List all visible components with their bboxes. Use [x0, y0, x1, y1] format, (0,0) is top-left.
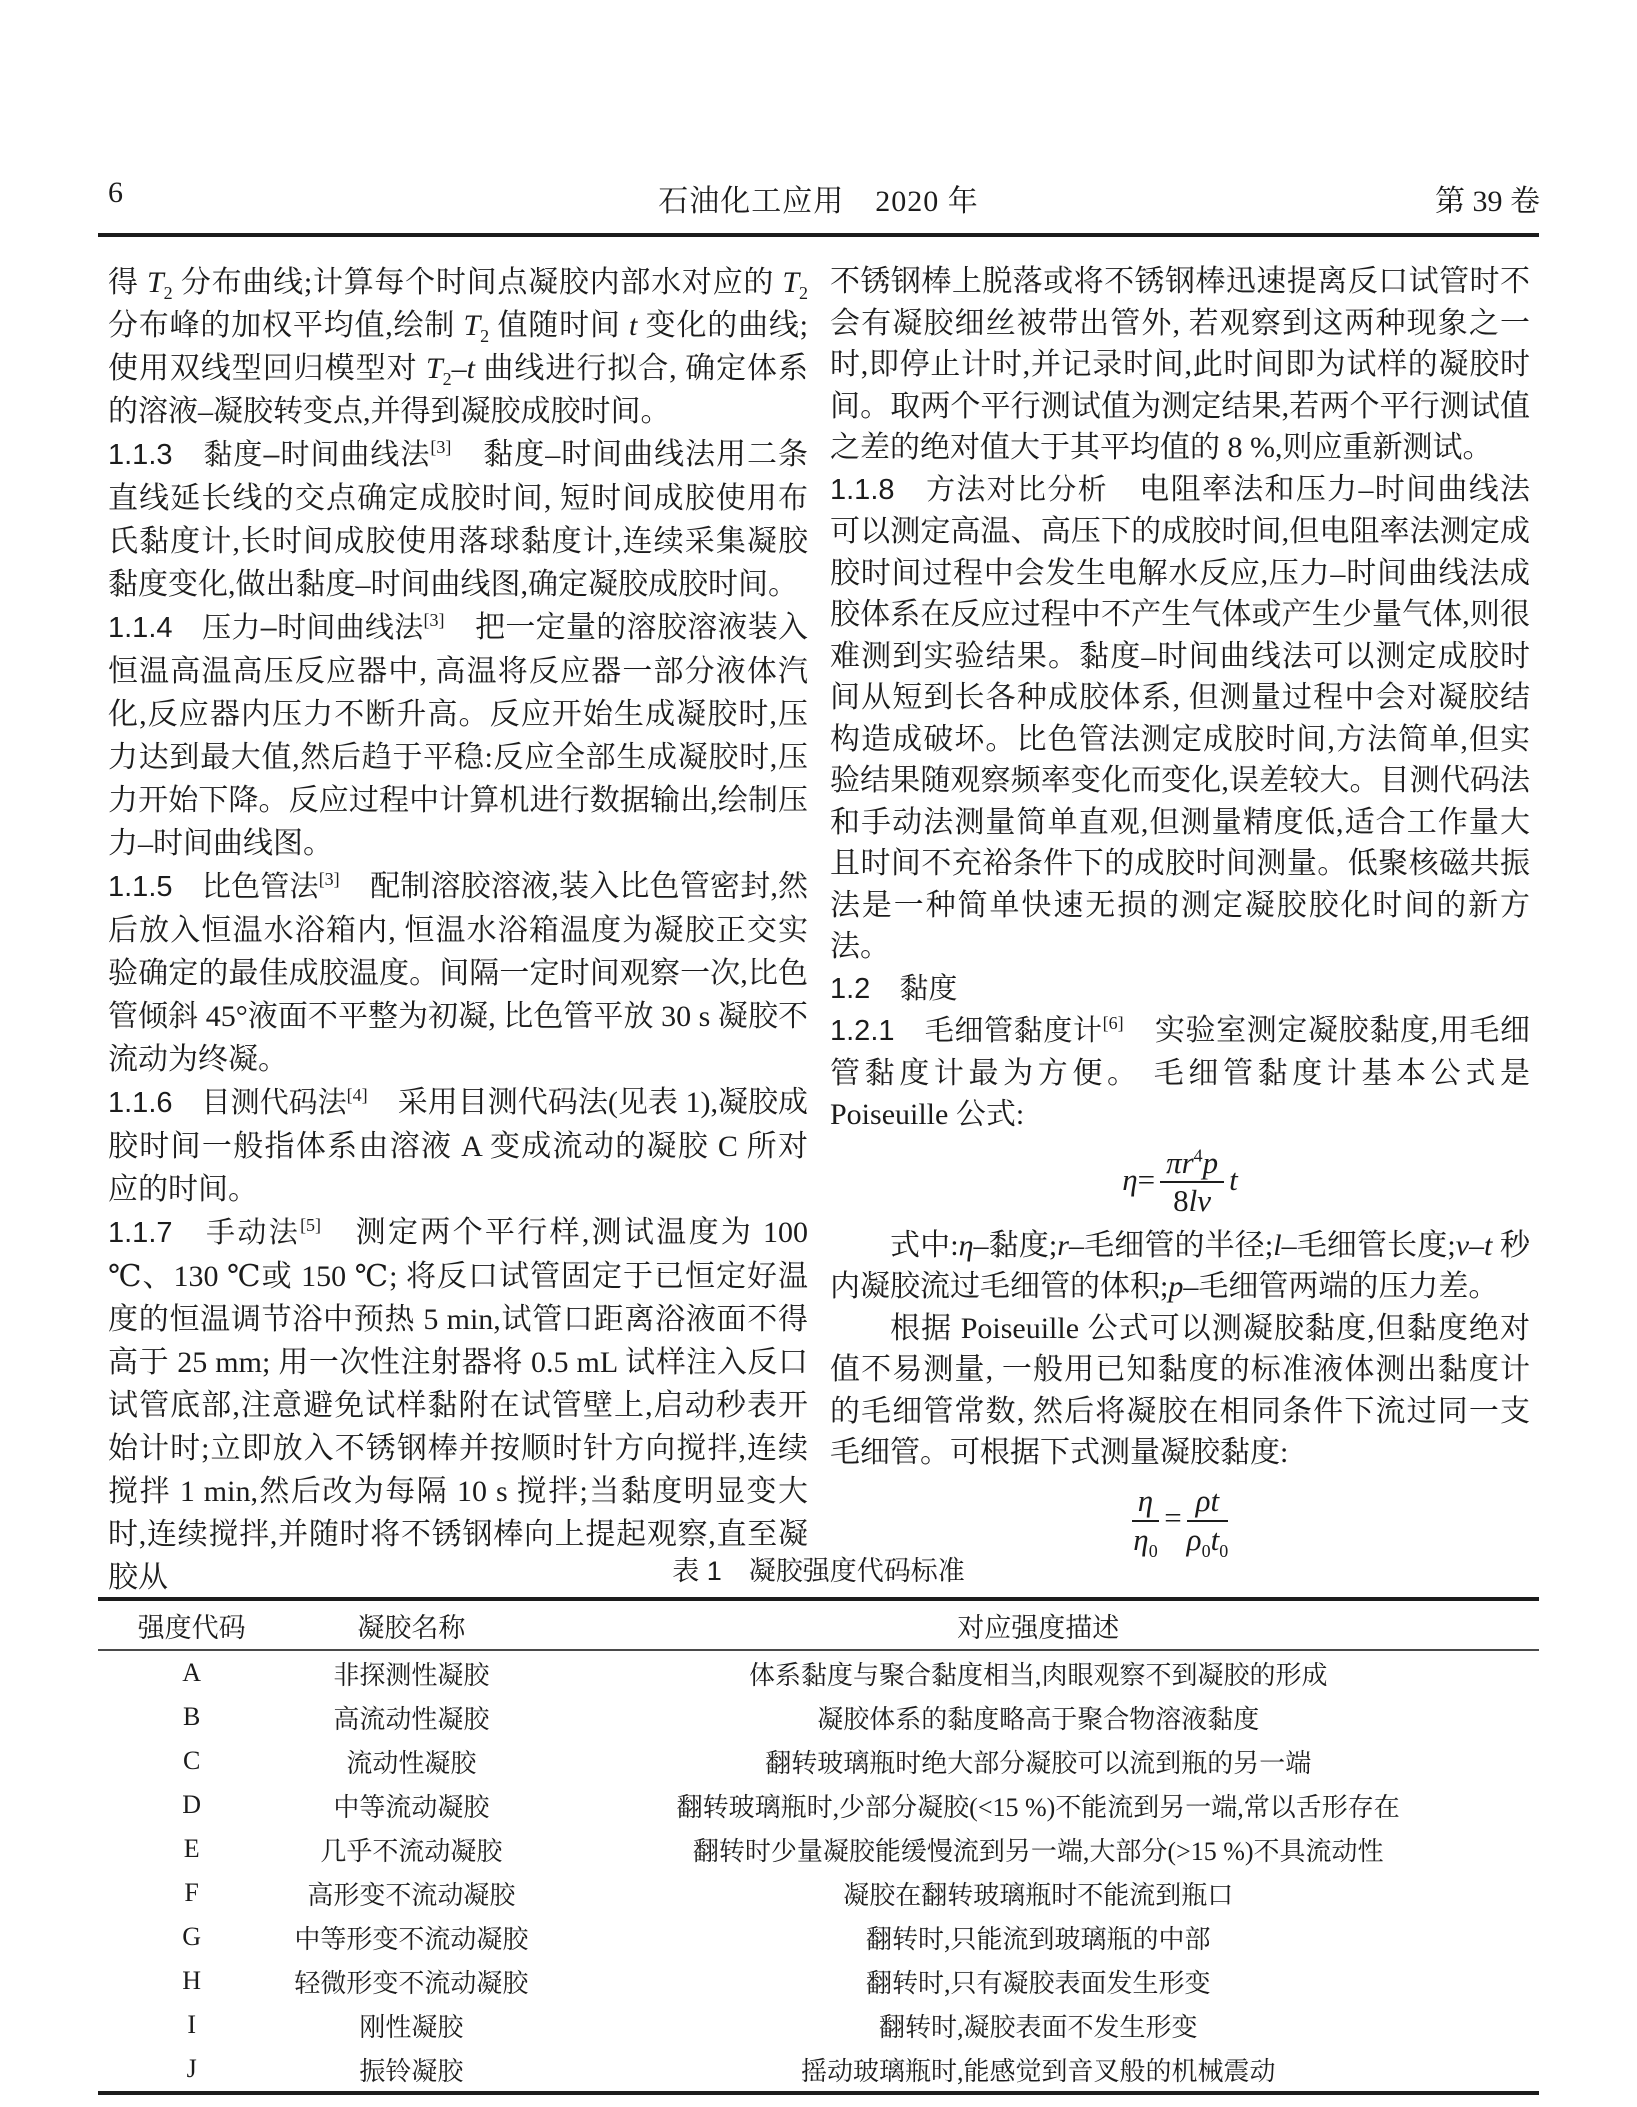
body-text: –	[451, 352, 467, 385]
table-row	[98, 1739, 1539, 1783]
strength-code-cell: B	[182, 1702, 201, 1731]
strength-code-cell: J	[186, 2054, 197, 2083]
gel-strength-table	[98, 1597, 1539, 2095]
body-text: 测定两个平行样,测试温度为 100 ℃、130 ℃或 150 ℃; 将反口试管固定于已恒定好温度的恒温调节浴中预热 5 min,试管口距离浴液面不得高于 25 mm; 用一次性注射器将 0.5 mL 试样注入反口试管底部,注意避免试样黏附在试管壁上,启动秒表开始计时;立即放入不锈钢棒并按顺时针方向搅拌,连续搅拌 1 min,然后改为每隔 10 s 搅拌;当黏度明显变大时,连续搅拌,并随时将不锈钢棒向上提起观察,直至凝胶从	[108, 1216, 809, 1594]
formula	[830, 1146, 1530, 1219]
variable-text: ρ	[1186, 1521, 1202, 1557]
strength-description-cell: 翻转时,只有凝胶表面发生形变	[865, 1968, 1211, 1998]
heading-text: 1.1.3 黏度–时间曲线法	[108, 439, 431, 471]
gel-name-cell: 非探测性凝胶	[333, 1660, 490, 1690]
formula-part	[1229, 1161, 1238, 1196]
strength-code-cell: C	[182, 1746, 201, 1775]
superscript-text: [3]	[430, 437, 452, 457]
paragraph	[108, 433, 808, 606]
body-text: 值随时间	[489, 309, 629, 342]
strength-description-cell: 凝胶在翻转玻璃瓶时不能流到瓶口	[843, 1880, 1234, 1910]
heading-text: 1.1.4 压力–时间曲线法	[108, 612, 424, 644]
body-text: 配制溶胶溶液,装入比色管密封,然后放入恒温水浴箱内, 恒温水浴箱温度为凝胶正交实验确定的最佳成胶温度。间隔一定时间观察一次,比色管倾斜 45°液面不平整为初凝, 比色管平放 30 s 凝胶不流动为终凝。	[108, 870, 809, 1076]
variable-text: η	[1137, 1482, 1154, 1518]
body-text: 电阻率法和压力–时间曲线法可以测定高温、高压下的成胶时间,但电阻率法测定成胶时间过程中会发生电解水反应,压力–时间曲线法成胶体系在反应过程中不产生气体或产生少量气体,则很难测到实验结果。黏度–时间曲线法可以测定成胶时间从短到长各种成胶体系, 但测量过程中会对凝胶结构造成破坏。比色管法测定成胶时间,方法简单,但实验结果随观察频率变化而变化,误差较大。目测代码法和手动法测量简单直观,但测量精度低,适合工作量大且时间不充裕条件下的成胶时间测量。低聚核磁共振法是一种简单快速无损的测定凝胶胶化时间的新方法。	[830, 472, 1531, 963]
gel-name-cell: 高形变不流动凝胶	[307, 1880, 516, 1910]
strength-code-cell: E	[183, 1834, 200, 1863]
strength-code-cell: D	[182, 1790, 202, 1819]
strength-description-cell: 翻转时,凝胶表面不发生形变	[878, 2012, 1198, 2042]
text-column-left	[108, 261, 808, 1599]
body-text: 秒内凝胶流过毛细管的体积;	[830, 1228, 1531, 1304]
strength-code-cell: H	[182, 1966, 202, 1995]
variable-text: πr	[1166, 1144, 1194, 1180]
paragraph	[108, 606, 808, 865]
variable-text: t	[629, 309, 638, 342]
heading-text: 1.1.5 比色管法	[108, 871, 319, 903]
table-row	[98, 1871, 1539, 1915]
paragraph	[830, 261, 1530, 469]
variable-text: r	[1057, 1228, 1069, 1262]
formula-part	[1164, 1500, 1181, 1535]
journal-title: 石油化工应用 2020 年	[658, 185, 979, 218]
body-text: 不锈钢棒上脱落或将不锈钢棒迅速提离反口试管时不会有凝胶细丝被带出管外, 若观察到这两种现象之一时,即停止计时,并记录时间,此时间即为试样的凝胶时间。取两个平行测试值为测定结果,若两个平行测试值之差的绝对值大于其平均值的 8 %,则应重新测试。	[830, 265, 1530, 464]
body-text: 分布峰的加权平均值,绘制	[108, 309, 464, 342]
table-row	[98, 2047, 1539, 2091]
body-text: 8	[1173, 1183, 1189, 1219]
paragraph	[108, 261, 808, 433]
heading-text: 1.1.7 手动法	[108, 1217, 301, 1249]
strength-description-cell: 凝胶体系的黏度略高于聚合物溶液黏度	[817, 1704, 1260, 1734]
table-row	[98, 2003, 1539, 2047]
variable-text: η	[958, 1228, 974, 1262]
variable-text: p	[1202, 1144, 1219, 1180]
variable-text: t	[1229, 1161, 1238, 1197]
variable-text: p	[1168, 1270, 1184, 1304]
gel-name-cell: 几乎不流动凝胶	[320, 1836, 503, 1866]
superscript-text: [4]	[346, 1085, 368, 1105]
table-caption: 表 1 凝胶强度代码标准	[672, 1556, 965, 1586]
body-text: 曲线进行拟合, 确定体系的溶液–凝胶转变点,并得到凝胶成胶时间。	[108, 352, 808, 428]
gel-name-cell: 刚性凝胶	[359, 2012, 464, 2042]
paragraph	[830, 1225, 1530, 1308]
gel-name-cell: 中等流动凝胶	[333, 1792, 490, 1822]
gel-name-cell: 轻微形变不流动凝胶	[294, 1968, 529, 1998]
body-text: =	[1137, 1161, 1156, 1197]
body-text: 实验室测定凝胶黏度,用毛细管黏度计最为方便。 毛细管黏度计基本公式是 Poiseuille 公式:	[830, 1014, 1531, 1131]
body-text: 式中:	[890, 1228, 959, 1262]
variable-text: v	[1455, 1228, 1470, 1262]
gel-name-cell: 流动性凝胶	[346, 1748, 477, 1778]
strength-description-cell: 翻转玻璃瓶时,少部分凝胶(<15 %)不能流到另一端,常以舌形存在	[676, 1792, 1400, 1822]
table-row	[98, 1827, 1539, 1871]
body-text: 根据 Poiseuille 公式可以测凝胶黏度,但黏度绝对值不易测量, 一般用已知黏度的标准液体测出黏度计的毛细管常数, 然后将凝胶在相同条件下流过同一支毛细管。可根据下式测量凝胶黏度:	[830, 1311, 1530, 1470]
body-text: 得	[108, 266, 147, 299]
body-text: –毛细管的半径;	[1068, 1228, 1274, 1262]
variable-text: T	[782, 266, 799, 299]
strength-code-cell: G	[182, 1922, 202, 1951]
subscript-text: 0	[1219, 1540, 1229, 1561]
variable-text: T	[425, 352, 443, 385]
body-text: 采用目测代码法(见表 1),凝胶成胶时间一般指体系由溶液 A 变成流动的凝胶 C 所对应的时间。	[108, 1086, 809, 1206]
subscript-text: 2	[442, 369, 452, 389]
gel-name-cell: 高流动性凝胶	[333, 1704, 490, 1734]
strength-description-cell: 体系黏度与聚合黏度相当,肉眼观察不到凝胶的形成	[748, 1660, 1328, 1690]
page-number: 6	[108, 176, 123, 209]
strength-description-cell: 翻转玻璃瓶时绝大部分凝胶可以流到瓶的另一端	[765, 1748, 1312, 1778]
strength-code-cell: A	[182, 1658, 202, 1687]
body-text: –毛细管两端的压力差。	[1183, 1270, 1499, 1304]
variable-text: lv	[1188, 1183, 1212, 1219]
variable-text: η	[1122, 1161, 1138, 1197]
gel-strength-table-section	[98, 1549, 1539, 2095]
body-text: 分布曲线;计算每个时间点凝胶内部水对应的	[172, 266, 783, 299]
variable-text: l	[1273, 1228, 1282, 1262]
strength-description-cell: 翻转时少量凝胶能缓慢流到另一端,大部分(>15 %)不具流动性	[692, 1836, 1384, 1866]
body-text: –黏度;	[973, 1228, 1058, 1262]
subscript-text: 2	[799, 283, 808, 303]
body-text: –毛细管长度;	[1281, 1228, 1456, 1262]
text-column-right	[830, 261, 1530, 1563]
variable-text: t	[1210, 1521, 1220, 1557]
table-row	[98, 1915, 1539, 1959]
formula-part	[1122, 1161, 1155, 1196]
variable-text: T	[463, 309, 481, 342]
table-header-cell: 凝胶名称	[357, 1612, 466, 1643]
fraction	[1160, 1146, 1224, 1219]
heading-text: 1.2.1 毛细管黏度计	[830, 1015, 1103, 1047]
table-row	[98, 1651, 1539, 1695]
table-header-row	[98, 1601, 1539, 1651]
superscript-text: [5]	[300, 1215, 322, 1235]
paragraph	[108, 865, 808, 1081]
subscript-text: 0	[1148, 1540, 1158, 1561]
subscript-text: 0	[1201, 1540, 1211, 1561]
gel-name-cell: 振铃凝胶	[359, 2056, 464, 2086]
heading-text: 1.1.8 方法对比分析	[830, 473, 1108, 506]
strength-code-cell: I	[187, 2010, 196, 2039]
table-header-cell: 对应强度描述	[957, 1612, 1120, 1643]
superscript-text: [3]	[423, 610, 445, 630]
fraction	[1186, 1482, 1229, 1561]
variable-text: t	[466, 352, 476, 385]
paragraph	[830, 1010, 1530, 1136]
table-row	[98, 1695, 1539, 1739]
body-text: 把一定量的溶胶溶液装入恒温高温高压反应器中, 高温将反应器一部分液体汽化,反应器内压力不断升高。反应开始生成凝胶时,压力达到最大值,然后趋于平稳:反应全部生成凝胶时,压力开始下降。反应过程中计算机进行数据输出,绘制压力–时间曲线图。	[108, 611, 808, 860]
strength-description-cell: 摇动玻璃瓶时,能感觉到音叉般的机械震动	[800, 2056, 1276, 2086]
table-row	[98, 1959, 1539, 2003]
superscript-text: 4	[1193, 1145, 1203, 1166]
variable-text: T	[146, 266, 164, 299]
variable-text: t	[1484, 1228, 1493, 1262]
body-text: 变化的曲线;使用双线型回归模型对	[108, 309, 809, 385]
table-header-cell: 强度代码	[137, 1612, 246, 1643]
subscript-text: 2	[480, 326, 490, 346]
variable-text: ρt	[1195, 1482, 1220, 1518]
strength-code-cell: F	[184, 1878, 199, 1907]
body-text: –	[1469, 1228, 1485, 1262]
strength-description-cell: 翻转时,只能流到玻璃瓶的中部	[865, 1924, 1211, 1954]
superscript-text: [3]	[318, 869, 340, 889]
body-text: 黏度–时间曲线法用二条直线延长线的交点确定成胶时间, 短时间成胶使用布氏黏度计,长时间成胶使用落球黏度计,连续采集凝胶黏度变化,做出黏度–时间曲线图,确定凝胶成胶时间。	[108, 438, 808, 601]
paragraph	[108, 1211, 808, 1599]
heading-text: 1.1.6 目测代码法	[108, 1087, 347, 1119]
superscript-text: [6]	[1102, 1013, 1124, 1033]
formula	[830, 1482, 1530, 1561]
heading-text: 1.2 黏度	[830, 972, 958, 1005]
volume-label: 第 39 卷	[1435, 185, 1540, 218]
subscript-text: 2	[163, 283, 173, 303]
table-row	[98, 1783, 1539, 1827]
paragraph	[108, 1081, 808, 1211]
header-rule	[98, 233, 1539, 237]
gel-name-cell: 中等形变不流动凝胶	[294, 1924, 529, 1954]
body-text: =	[1164, 1499, 1182, 1535]
paragraph	[830, 469, 1530, 968]
variable-text: η	[1133, 1521, 1149, 1557]
section-heading	[830, 968, 1530, 1011]
paragraph	[830, 1308, 1530, 1474]
fraction	[1132, 1482, 1159, 1561]
